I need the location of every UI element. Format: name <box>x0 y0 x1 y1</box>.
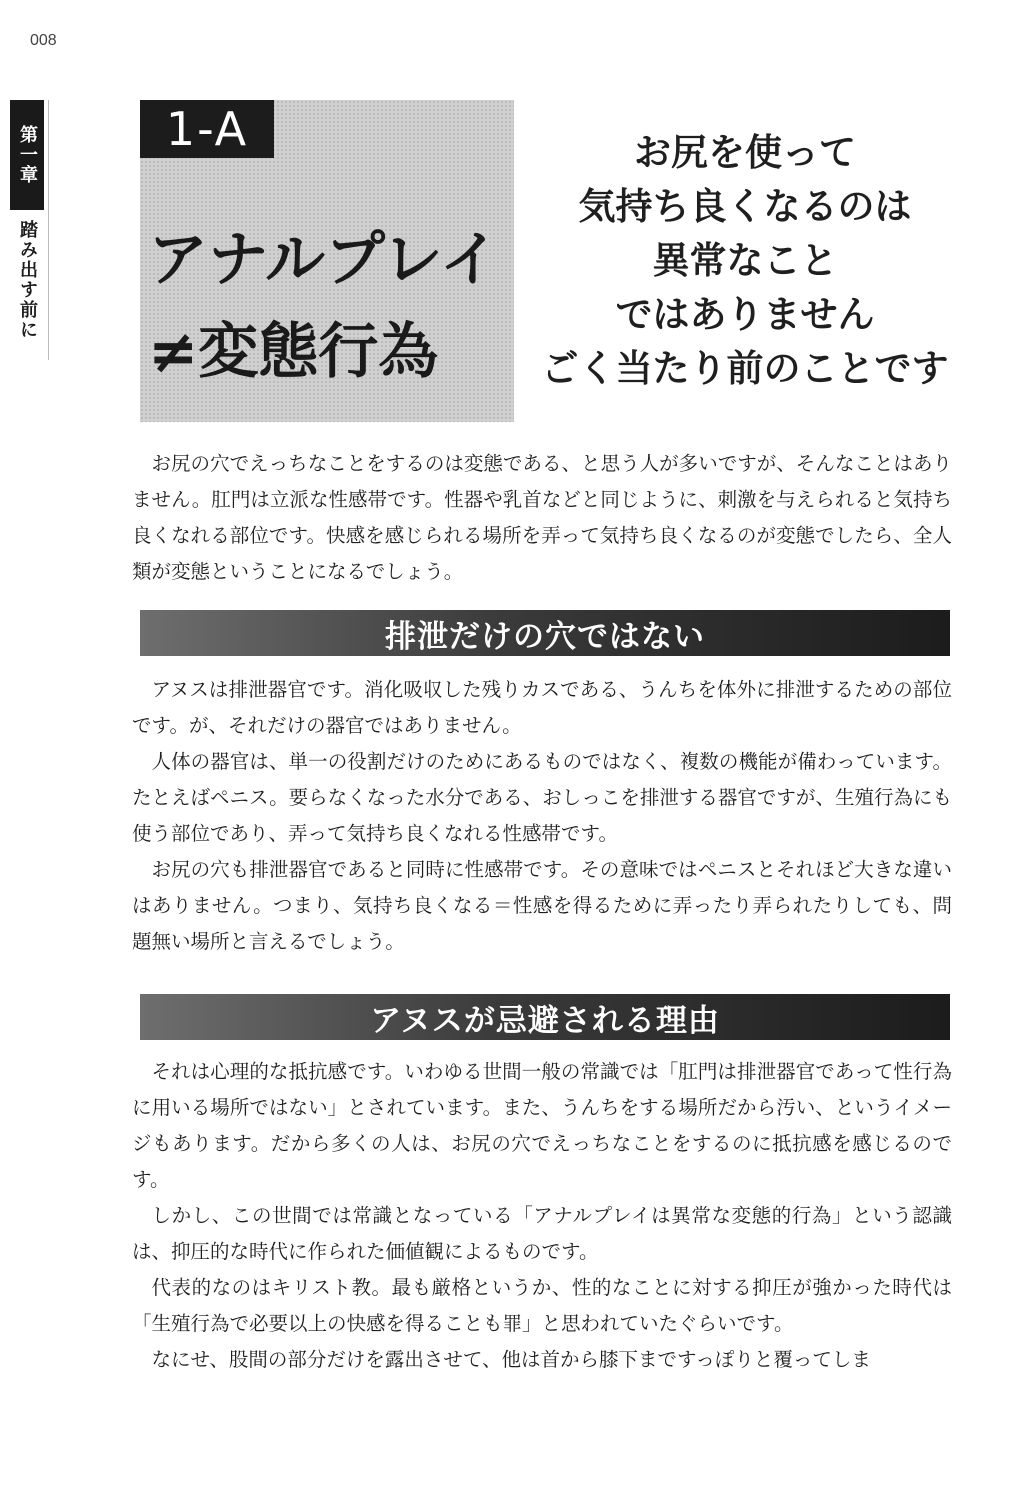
tagline-line: ではありません <box>615 293 875 336</box>
chapter-tab <box>10 100 44 210</box>
section-2-text <box>132 1054 952 1378</box>
section-1-text <box>132 672 952 960</box>
chapter-sublabel-box <box>10 220 44 360</box>
hero-title-line: アナルプレイ <box>148 225 500 295</box>
chapter-sublabel: 踏み出す前に <box>17 220 38 340</box>
tagline-line: 異常なこと <box>652 239 838 282</box>
section-heading: アヌスが忌避される理由 <box>140 994 950 1040</box>
body-paragraph: それは心理的な抵抗感です。いわゆる世間一般の常識では「肛門は排泄器官であって性行為に用いる場所ではない」とされています。また、うんちをする場所だから汚い、というイメージもあります。だから多くの人は、お尻の穴でえっちなことをするのに抵抗感を感じるのです。 <box>132 1060 952 1191</box>
body-paragraph: お尻の穴でえっちなことをするのは変態である、と思う人が多いですが、そんなことはありません。肛門は立派な性感帯です。性器や乳首などと同じように、刺激を与えられると気持ち良くなれる部位です。快感を感じられる場所を弄って気持ち良くなるのが変態でしたら、全人類が変態ということになるでしょう。 <box>132 452 952 583</box>
body-paragraph: お尻の穴も排泄器官であると同時に性感帯です。その意味ではペニスとそれほど大きな違いはありません。つまり、気持ち良くなる＝性感を得るために弄ったり弄られたりしても、問題無い場所と言えるでしょう。 <box>132 858 952 953</box>
page-number: 008 <box>30 32 57 49</box>
hero-title <box>148 214 518 398</box>
body-paragraph: 人体の器官は、単一の役割だけのためにあるものではなく、複数の機能が備わっています。たとえばペニス。要らなくなった水分である、おしっこを排泄する器官ですが、生殖行為にも使う部位であり、弄って気持ち良くなれる性感帯です。 <box>132 750 952 845</box>
body-paragraph: しかし、この世間では常識となっている「アナルプレイは異常な変態的行為」という認識は、抑圧的な時代に作られた価値観によるものです。 <box>132 1204 952 1263</box>
body-paragraph: 代表的なのはキリスト教。最も厳格というか、性的なことに対する抑圧が強かった時代は「生殖行為で必要以上の快感を得ることも罪」と思われていたぐらいです。 <box>132 1276 952 1335</box>
tagline-line: ごく当たり前のことです <box>541 347 949 390</box>
tagline-line: お尻を使って <box>634 131 856 174</box>
section-heading: 排泄だけの穴ではない <box>140 610 950 656</box>
section-badge: 1-A <box>140 100 274 158</box>
tagline-line: 気持ち良くなるのは <box>578 185 912 228</box>
intro-text <box>132 446 952 590</box>
side-divider <box>48 100 49 360</box>
chapter-label: 第一章 <box>17 125 38 185</box>
hero-title-line: ≠変態行為 <box>148 317 439 387</box>
tagline <box>540 126 950 396</box>
body-paragraph: アヌスは排泄器官です。消化吸収した残りカスである、うんちを体外に排泄するための部位です。が、それだけの器官ではありません。 <box>132 678 952 737</box>
body-paragraph: なにせ、股間の部分だけを露出させて、他は首から膝下まですっぽりと覆ってしま <box>151 1348 871 1371</box>
